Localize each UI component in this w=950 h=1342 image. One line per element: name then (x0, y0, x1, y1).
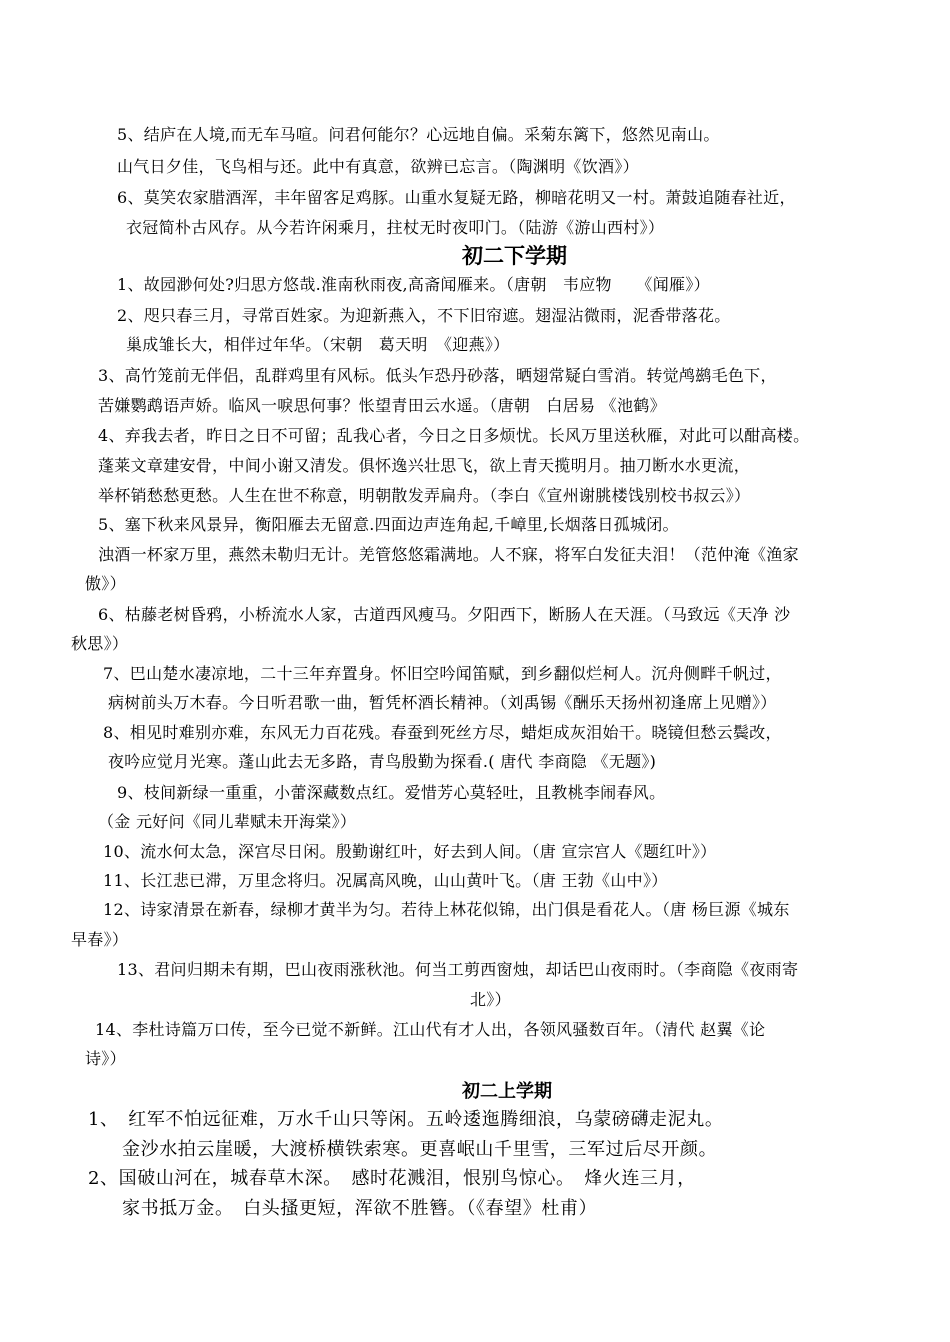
poem-line: 4、弃我去者，昨日之日不可留；乱我心者，今日之日多烦忧。长风万里送秋雁，对此可以酣高楼。 (98, 426, 810, 445)
section-title: 初二上学期 (462, 1081, 552, 1102)
poem-line: 2、咫只春三月，寻常百姓家。为迎新燕入，不下旧帘遮。翅湿沾微雨，泥香带落花。 (117, 306, 731, 325)
poem-line: 蓬莱文章建安骨，中间小谢又清发。俱怀逸兴壮思飞，欲上青天揽明月。抽刀断水水更流， (98, 456, 751, 475)
poem-line: 6、莫笑农家腊酒浑，丰年留客足鸡豚。山重水复疑无路，柳暗花明又一村。萧鼓追随春社近， (117, 188, 796, 207)
poem-line: 诗》） (85, 1049, 126, 1068)
poem-line: 7、巴山楚水凄凉地，二十三年弃置身。怀旧空吟闻笛赋，到乡翻似烂柯人。沉舟侧畔千帆过， (103, 664, 782, 683)
poem-line: 5、结庐在人境,而无车马喧。问君何能尔？心远地自偏。采菊东篱下，悠然见南山。 (117, 125, 720, 144)
poem-line: 早春》） (71, 930, 129, 949)
poem-line: 8、相见时难别亦难，东风无力百花残。春蚕到死丝方尽，蜡炬成灰泪始干。晓镜但愁云鬓改， (103, 723, 782, 742)
poem-line: 6、枯藤老树昏鸦，小桥流水人家，古道西风瘦马。夕阳西下，断肠人在天涯。（马致远《天净 沙 (98, 605, 791, 624)
poem-line: 10、流水何太急，深宫尽日闲。殷勤谢红叶，好去到人间。（唐 宣宗宫人《题红叶》） (103, 842, 717, 861)
poem-line: 苦嫌鹦鹉语声娇。临风一唳思何事？怅望青田云水遥。（唐朝 白居易 《池鹤》 (98, 396, 666, 415)
poem-line: 11、长江悲已滞，万里念将归。况属高风晚，山山黄叶飞。（唐 王勃《山中》） (103, 871, 668, 890)
section-title: 初二下学期 (462, 243, 567, 268)
poem-line: 山气日夕佳，飞鸟相与还。此中有真意，欲辨已忘言。（陶渊明《饮酒》） (117, 157, 639, 176)
poem-line: 衣冠简朴古风存。从今若许闲乘月，拄杖无时夜叩门。（陆游《游山西村》） (126, 218, 665, 237)
poem-line: 12、诗家清景在新春，绿柳才黄半为匀。若待上林花似锦，出门俱是看花人。（唐 杨巨源《城东 (103, 900, 790, 919)
poem-line: 9、枝间新绿一重重，小蕾深藏数点红。爱惜芳心莫轻吐，且教桃李闹春风。 (117, 783, 666, 802)
poem-line: （金 元好问《同儿辈赋未开海棠》） (98, 812, 357, 831)
poem-line: 举杯销愁愁更愁。人生在世不称意，明朝散发弄扁舟。（李白《宣州谢朓楼饯别校书叔云》） (98, 486, 751, 505)
poem-line: 1、故园渺何处?归思方悠哉.淮南秋雨夜,高斋闻雁来。（唐朝 韦应物 《闻雁》） (117, 275, 710, 294)
poem-line: 2、国破山河在，城春草木深。 感时花溅泪，恨别鸟惊心。 烽火连三月， (88, 1168, 696, 1189)
poem-line: 13、君问归期未有期，巴山夜雨涨秋池。何当工剪西窗烛，却话巴山夜雨时。（李商隐《夜雨寄 (117, 960, 799, 979)
poem-line: 1、 红军不怕远征难，万水千山只等闲。五岭逶迤腾细浪，乌蒙磅礴走泥丸。 (88, 1109, 724, 1130)
poem-line: 巢成雏长大，相伴过年华。（宋朝 葛天明 《迎燕》） (126, 335, 510, 354)
poem-line: 家书抵万金。 白头搔更短，浑欲不胜簪。（《春望》杜甫） (122, 1198, 598, 1219)
poem-line: 秋思》） (71, 634, 129, 653)
poem-line: 病树前头万木春。今日听君歌一曲，暂凭杯酒长精神。（刘禹锡《酬乐天扬州初逢席上见赠》） (108, 693, 777, 712)
poem-line: 金沙水拍云崖暖，大渡桥横铁索寒。更喜岷山千里雪，三军过后尽开颜。 (122, 1139, 718, 1160)
poem-line: 3、高竹笼前无伴侣，乱群鸡里有风标。低头乍恐丹砂落，晒翅常疑白雪消。转觉鸬鹚毛色下， (98, 366, 777, 385)
poem-line: 北》） (470, 990, 511, 1009)
poem-line: 14、李杜诗篇万口传，至今已觉不新鲜。江山代有才人出，各领风骚数百年。（清代 赵翼《论 (95, 1020, 766, 1039)
poem-line: 夜吟应觉月光寒。蓬山此去无多路，青鸟殷勤为探看.( 唐代 李商隐 《无题》) (108, 752, 657, 771)
poem-line: 5、塞下秋来风景异，衡阳雁去无留意.四面边声连角起,千嶂里,长烟落日孤城闭。 (98, 515, 679, 534)
poem-line: 傲》） (85, 574, 126, 593)
poem-line: 浊酒一杯家万里，燕然未勒归无计。羌管悠悠霜满地。人不寐，将军白发征夫泪！（范仲淹《渔家 (98, 545, 799, 564)
